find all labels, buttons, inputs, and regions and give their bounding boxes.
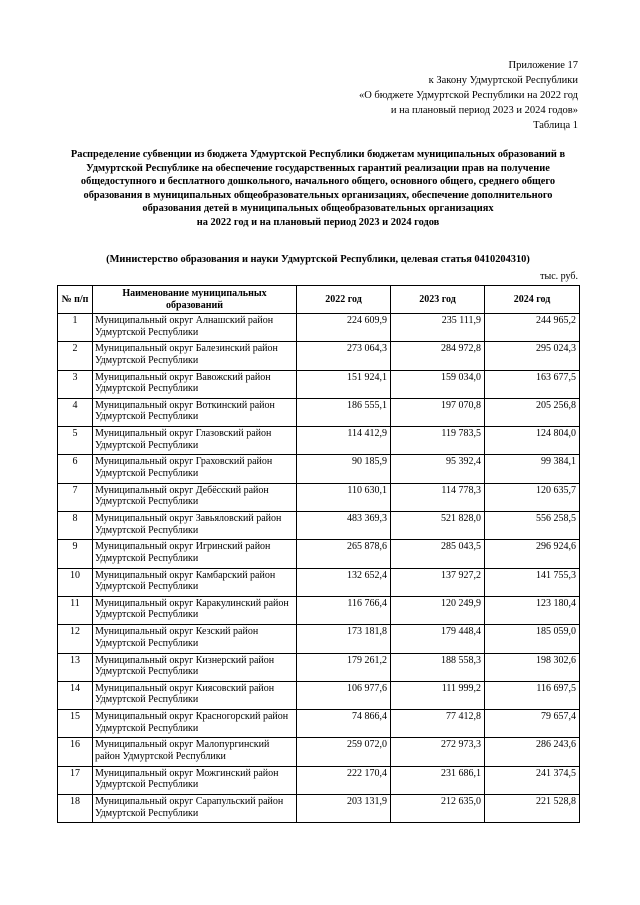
row-number: 1 [58, 314, 93, 342]
value-2024: 163 677,5 [485, 370, 580, 398]
municipality-name: Муниципальный округ Вавожский район Удмуртской Республики [93, 370, 297, 398]
table-row [58, 596, 580, 624]
value-2022: 173 181,8 [297, 625, 391, 653]
header-number: № п/п [58, 286, 93, 314]
value-2023: 231 686,1 [391, 766, 485, 794]
row-number: 17 [58, 766, 93, 794]
table-row [58, 681, 580, 709]
appendix-law-title: «О бюджете Удмуртской Республики на 2022 год [358, 90, 578, 101]
value-2023: 235 111,9 [391, 314, 485, 342]
value-2023: 120 249,9 [391, 596, 485, 624]
value-2024: 296 924,6 [485, 540, 580, 568]
municipality-name: Муниципальный округ Граховский район Удмуртской Республики [93, 455, 297, 483]
municipality-name: Муниципальный округ Кезский район Удмуртской Республики [93, 625, 297, 653]
value-2024: 123 180,4 [485, 596, 580, 624]
value-2024: 124 804,0 [485, 427, 580, 455]
municipality-name: Муниципальный округ Киясовский район Удмуртской Республики [93, 681, 297, 709]
value-2024: 244 965,2 [485, 314, 580, 342]
row-number: 6 [58, 455, 93, 483]
value-2024: 295 024,3 [485, 342, 580, 370]
value-2023: 285 043,5 [391, 540, 485, 568]
municipality-name: Муниципальный округ Алнашский район Удмуртской Республики [93, 314, 297, 342]
value-2022: 265 878,6 [297, 540, 391, 568]
value-2024: 286 243,6 [485, 738, 580, 766]
header-2024: 2024 год [485, 286, 580, 314]
row-number: 16 [58, 738, 93, 766]
table-row [58, 370, 580, 398]
municipality-name: Муниципальный округ Камбарский район Удмуртской Республики [93, 568, 297, 596]
value-2023: 188 558,3 [391, 653, 485, 681]
table-row [58, 455, 580, 483]
appendix-number: Приложение 17 [508, 60, 578, 71]
row-number: 13 [58, 653, 93, 681]
value-2023: 119 783,5 [391, 427, 485, 455]
table-row [58, 653, 580, 681]
table-number: Таблица 1 [533, 120, 578, 131]
appendix-law: к Закону Удмуртской Республики [428, 75, 578, 86]
appendix-period: и на плановый период 2023 и 2024 годов» [390, 105, 578, 116]
value-2024: 205 256,8 [485, 398, 580, 426]
value-2024: 198 302,6 [485, 653, 580, 681]
row-number: 10 [58, 568, 93, 596]
municipality-name: Муниципальный округ Сарапульский район Удмуртской Республики [93, 795, 297, 823]
table-row [58, 795, 580, 823]
header-name: Наименование муниципальных образований [93, 286, 297, 314]
value-2024: 241 374,5 [485, 766, 580, 794]
value-2023: 111 999,2 [391, 681, 485, 709]
value-2022: 186 555,1 [297, 398, 391, 426]
municipality-name: Муниципальный округ Можгинский район Удмуртской Республики [93, 766, 297, 794]
value-2023: 159 034,0 [391, 370, 485, 398]
table-row [58, 427, 580, 455]
value-2022: 116 766,4 [297, 596, 391, 624]
value-2023: 284 972,8 [391, 342, 485, 370]
value-2022: 222 170,4 [297, 766, 391, 794]
value-2023: 521 828,0 [391, 512, 485, 540]
unit-label: тыс. руб. [540, 271, 578, 282]
value-2022: 132 652,4 [297, 568, 391, 596]
value-2022: 114 412,9 [297, 427, 391, 455]
table-row [58, 398, 580, 426]
row-number: 4 [58, 398, 93, 426]
value-2024: 116 697,5 [485, 681, 580, 709]
value-2022: 151 924,1 [297, 370, 391, 398]
table-row [58, 710, 580, 738]
table-row [58, 625, 580, 653]
value-2024: 120 635,7 [485, 483, 580, 511]
row-number: 15 [58, 710, 93, 738]
value-2022: 74 866,4 [297, 710, 391, 738]
row-number: 8 [58, 512, 93, 540]
table-row [58, 766, 580, 794]
value-2022: 106 977,6 [297, 681, 391, 709]
value-2022: 110 630,1 [297, 483, 391, 511]
municipality-name: Муниципальный округ Игринский район Удмуртской Республики [93, 540, 297, 568]
value-2024: 141 755,3 [485, 568, 580, 596]
title-line: общедоступного и бесплатного дошкольного, начального общего, основного общего, среднего общего [80, 176, 556, 188]
value-2022: 179 261,2 [297, 653, 391, 681]
table-header-row [58, 286, 580, 314]
row-number: 9 [58, 540, 93, 568]
value-2024: 79 657,4 [485, 710, 580, 738]
ministry-note: (Министерство образования и науки Удмуртской Республики, целевая статья 0410204310) [106, 254, 530, 265]
row-number: 7 [58, 483, 93, 511]
value-2022: 90 185,9 [297, 455, 391, 483]
row-number: 14 [58, 681, 93, 709]
appendix-header [258, 58, 578, 133]
value-2024: 99 384,1 [485, 455, 580, 483]
row-number: 3 [58, 370, 93, 398]
value-2022: 483 369,3 [297, 512, 391, 540]
municipality-name: Муниципальный округ Балезинский район Удмуртской Республики [93, 342, 297, 370]
value-2023: 95 392,4 [391, 455, 485, 483]
value-2022: 273 064,3 [297, 342, 391, 370]
municipality-name: Муниципальный округ Кизнерский район Удмуртской Республики [93, 653, 297, 681]
value-2023: 77 412,8 [391, 710, 485, 738]
table-row [58, 314, 580, 342]
value-2023: 114 778,3 [391, 483, 485, 511]
value-2023: 137 927,2 [391, 568, 485, 596]
value-2024: 221 528,8 [485, 795, 580, 823]
municipality-name: Муниципальный округ Воткинский район Удмуртской Республики [93, 398, 297, 426]
title-line: образования в муниципальных общеобразовательных организациях, обеспечение дополнительного [83, 189, 553, 201]
municipality-name: Муниципальный округ Глазовский район Удмуртской Республики [93, 427, 297, 455]
table-row [58, 540, 580, 568]
table-row [58, 512, 580, 540]
municipality-name: Муниципальный округ Завьяловский район Удмуртской Республики [93, 512, 297, 540]
table-row [58, 483, 580, 511]
row-number: 5 [58, 427, 93, 455]
title-line: на 2022 год и на плановый период 2023 и 2024 годов [196, 216, 440, 228]
table-row [58, 568, 580, 596]
row-number: 12 [58, 625, 93, 653]
value-2023: 197 070,8 [391, 398, 485, 426]
value-2023: 212 635,0 [391, 795, 485, 823]
row-number: 18 [58, 795, 93, 823]
header-2023: 2023 год [391, 286, 485, 314]
subvention-table [57, 285, 580, 823]
value-2023: 179 448,4 [391, 625, 485, 653]
document-title [58, 148, 578, 230]
municipality-name: Муниципальный округ Дебёсский район Удмуртской Республики [93, 483, 297, 511]
header-2022: 2022 год [297, 286, 391, 314]
value-2023: 272 973,3 [391, 738, 485, 766]
table-row [58, 738, 580, 766]
value-2024: 185 059,0 [485, 625, 580, 653]
title-line: Распределение субвенции из бюджета Удмуртской Республики бюджетам муниципальных образований в [70, 149, 566, 160]
title-line: Удмуртской Республике на обеспечение государственных гарантий реализации прав на получение [86, 162, 550, 174]
value-2022: 224 609,9 [297, 314, 391, 342]
value-2022: 259 072,0 [297, 738, 391, 766]
municipality-name: Муниципальный округ Малопургинский район Удмуртской Республики [93, 738, 297, 766]
row-number: 2 [58, 342, 93, 370]
value-2022: 203 131,9 [297, 795, 391, 823]
title-line: образования детей в муниципальных общеобразовательных организациях [142, 203, 494, 215]
table-row [58, 342, 580, 370]
municipality-name: Муниципальный округ Красногорский район Удмуртской Республики [93, 710, 297, 738]
value-2024: 556 258,5 [485, 512, 580, 540]
municipality-name: Муниципальный округ Каракулинский район Удмуртской Республики [93, 596, 297, 624]
row-number: 11 [58, 596, 93, 624]
